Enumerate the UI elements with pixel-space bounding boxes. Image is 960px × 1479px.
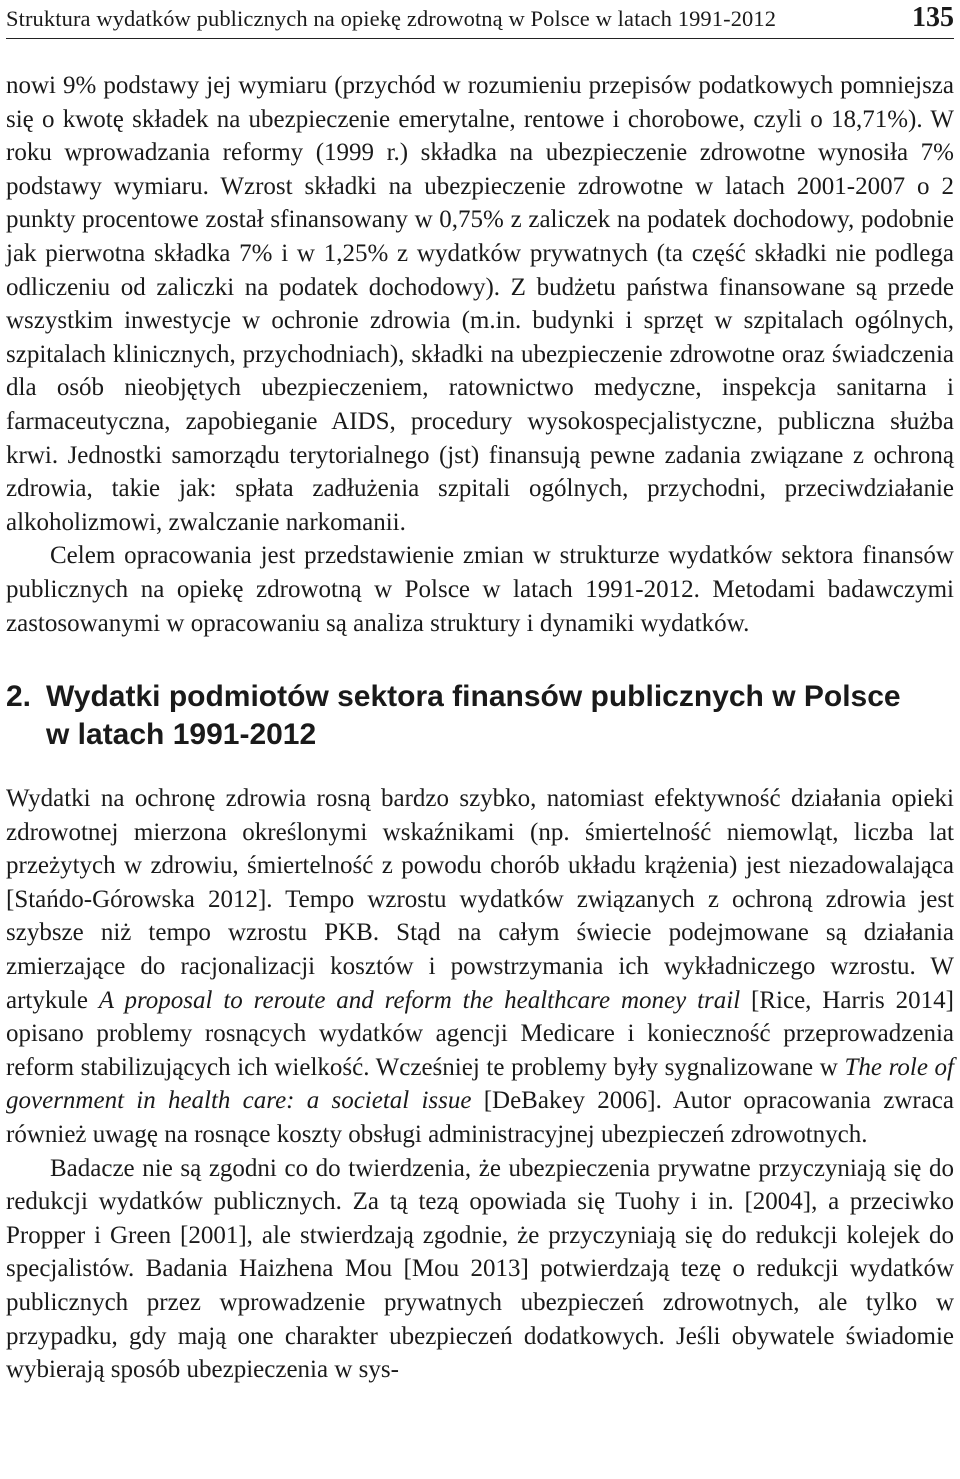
running-title: Struktura wydatków publicznych na opiekę zdrowotną w Polsce w latach 1991-2012 xyxy=(6,6,777,31)
page-number: 135 xyxy=(912,2,954,33)
paragraph-4: Badacze nie są zgodni co do twierdzenia, że ubezpieczenia prywatne przyczyniają się do redukcji wydatków publicznych. Za tą tezą opowiada się Tuohy i in. [2004], a przeciwko Propper i Green [2001], ale stwierdzają zgodnie, że przyczyniają się do redukcji kolejek do specjalistów. Badania Haizhena Mou [Mou 2013] potwierdzają tezę o redukcji wydatków publicznych przez wprowadzenie prywatnych ubezpieczeń zdrowotnych, ale tylko w przypadku, gdy mają one charakter ubezpieczeń dodatkowych. Jeśli obywatele świadomie wybierają sposób ubezpieczenia w sys- xyxy=(6,1154,954,1384)
paragraph-3-part-c: [DeBakey 2006]. Autor opracowania zwraca również uwagę na rosnące koszty obsługi administracyjnej ubezpieczeń zdrowotnych. xyxy=(6,1087,954,1149)
cited-title-2: The role of government in health care: a societal issue xyxy=(6,1053,954,1115)
paragraph-3-part-b: [Rice, Harris 2014] opisano problemy rosnących wydatków agencji Medicare i konieczność przeprowadzenia reform stabilizujących ich wielkość. Wcześniej te problemy były sygnalizowane w xyxy=(6,986,954,1081)
section-title-line-1: Wydatki podmiotów sektora finansów publicznych w Polsce xyxy=(46,680,901,714)
section-title-line-2: w latach 1991-2012 xyxy=(46,718,317,752)
section-number: 2. xyxy=(6,680,32,714)
body-text xyxy=(6,69,954,1387)
paragraph-3-part-a: Wydatki na ochronę zdrowia rosną bardzo szybko, natomiast efektywność działania opieki zdrowotnej mierzona określonymi wskaźnikami (np. śmiertelność niemowląt, liczba lat przeżytych w zdrowiu, śmiertelność z powodu chorób układu krążenia) jest niezadowalająca [Stańdo-Górowska 2012]. Tempo wzrostu wydatków związanych z ochroną zdrowia jest szybsze niż tempo wzrostu PKB. Stąd na całym świecie podejmowane są działania zmierzające do racjonalizacji kosztów i powstrzymania ich wykładniczego wzrostu. W artykule xyxy=(6,785,954,1014)
section-heading xyxy=(6,678,954,754)
cited-title-1: A proposal to reroute and reform the healthcare money trail xyxy=(98,986,741,1014)
paragraph-2: Celem opracowania jest przedstawienie zmian w strukturze wydatków sektora finansów publicznych na opiekę zdrowotną w Polsce w latach 1991-2012. Metodami badawczymi zastosowanymi w opracowaniu są analiza struktury i dynamiki wydatków. xyxy=(6,542,954,637)
paragraph-3 xyxy=(6,782,954,1152)
paragraph-1: nowi 9% podstawy jej wymiaru (przychód w rozumieniu przepisów podatkowych pomniejsza się o kwotę składek na ubezpieczenie emerytalne, rentowe i chorobowe, czyli o 18,71%). W roku wprowadzania reformy (1999 r.) składka na ubezpieczenie zdrowotne wynosiła 7% podstawy wymiaru. Wzrost składki na ubezpieczenie zdrowotne w latach 2001-2007 o 2 punkty procentowe został sfinansowany w 0,75% z zaliczek na podatek dochodowy, podobnie jak pierwotna składka 7% i w 1,25% z wydatków prywatnych (ta część składki nie podlega odliczeniu od zaliczki na podatek dochodowy). Z budżetu państwa finansowane są przede wszystkim inwestycje w ochronie zdrowia (m.in. budynki i sprzęt w szpitalach ogólnych, szpitalach klinicznych, przychodniach), składki na ubezpieczenie zdrowotne oraz świadczenia dla osób nieobjętych ubezpieczeniem, ratownictwo medyczne, inspekcja sanitarna i farmaceutyczna, zapobieganie AIDS, procedury wysokospecjalistyczne, publiczna służba krwi. Jednostki samorządu terytorialnego (jst) finansują pewne zadania związane z ochroną zdrowia, takie jak: spłata zadłużenia szpitali ogólnych, przychodni, przeciwdziałanie alkoholizmowi, zwalczanie narkomanii. xyxy=(6,72,954,536)
running-header xyxy=(6,0,954,39)
document-page xyxy=(6,0,954,1387)
